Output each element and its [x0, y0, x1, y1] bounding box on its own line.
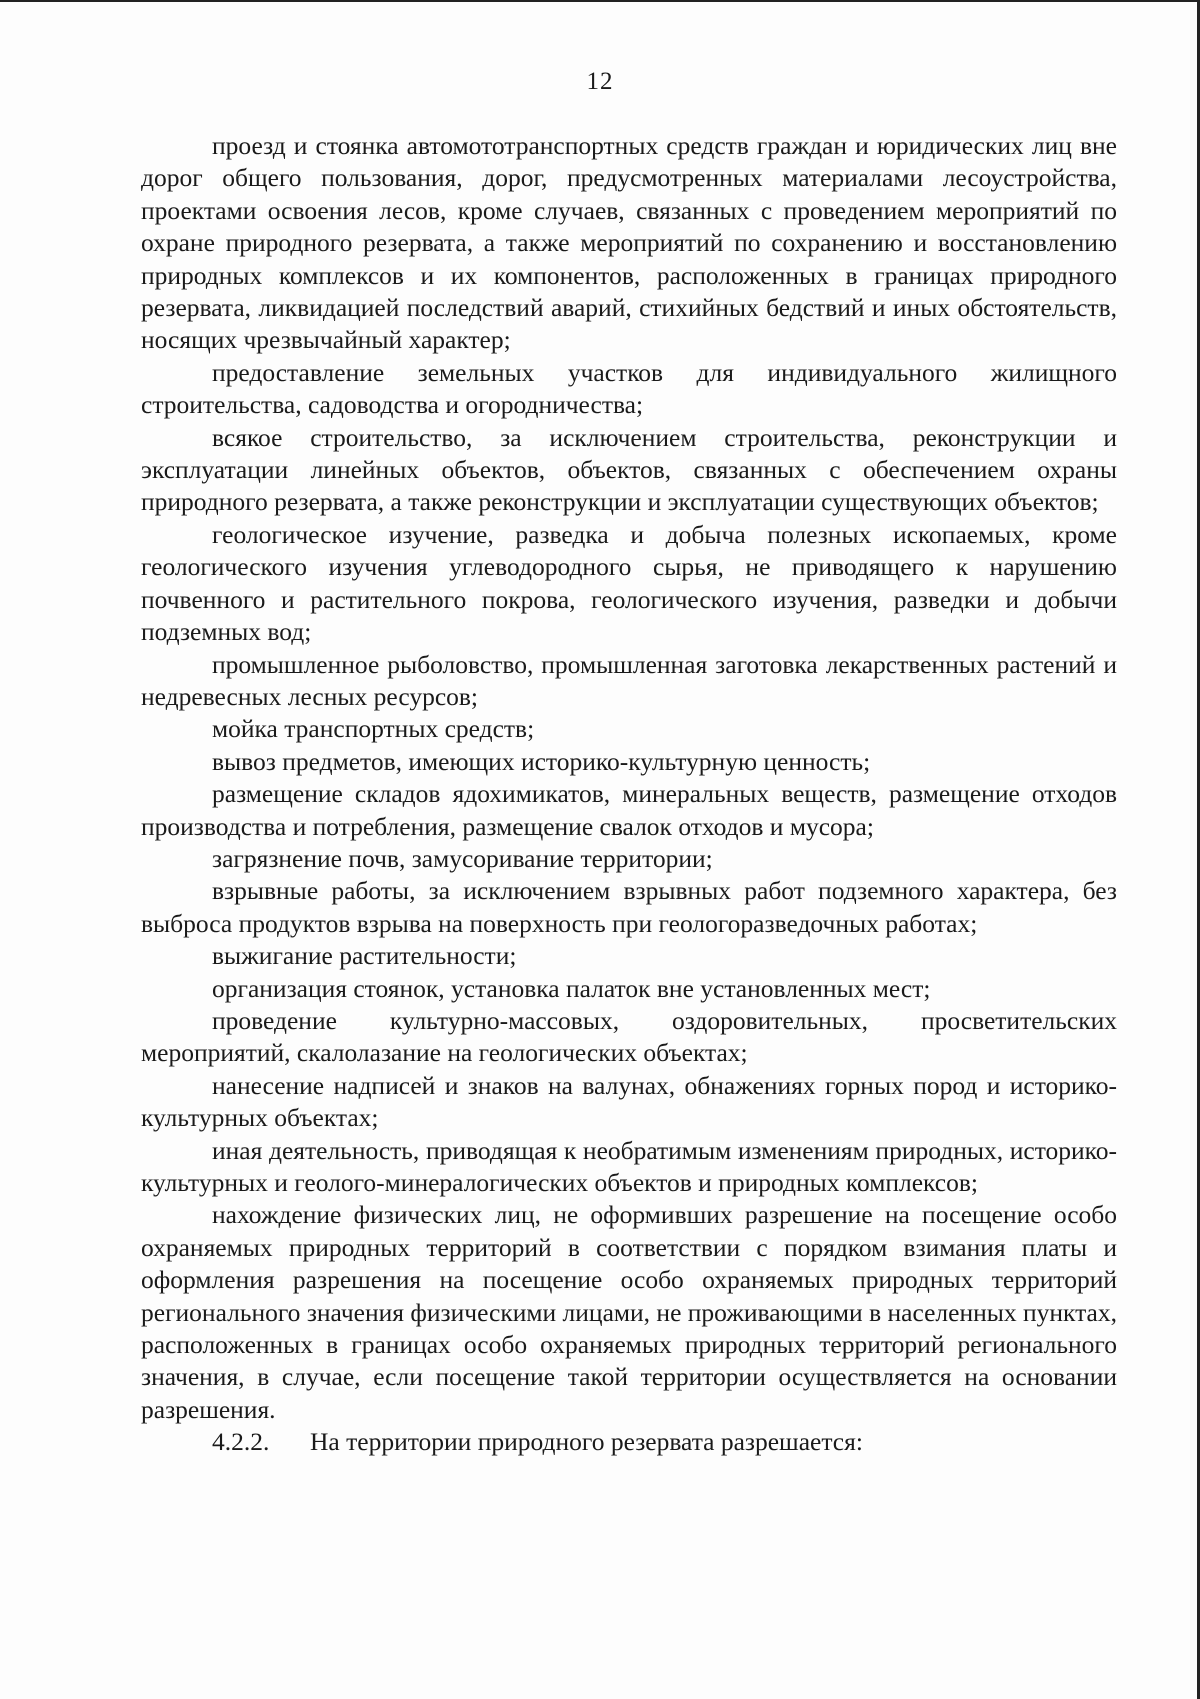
- list-item: предоставление земельных участков для индивидуального жилищного строительства, садоводства и огородничества;: [141, 357, 1117, 420]
- document-body: [141, 130, 1117, 1459]
- list-item: геологическое изучение, разведка и добыча полезных ископаемых, кроме геологического изучения углеводородного сырья, не приводящего к нарушению почвенного и растительного покрова, геологического изучения, разведки и добычи подземных вод;: [141, 519, 1117, 647]
- list-item: промышленное рыболовство, промышленная заготовка лекарственных растений и недревесных лесных ресурсов;: [141, 649, 1117, 711]
- list-item: нанесение надписей и знаков на валунах, обнажениях горных пород и историко-культурных объектах;: [141, 1070, 1117, 1133]
- list-item: вывоз предметов, имеющих историко-культурную ценность;: [212, 746, 871, 776]
- list-item: взрывные работы, за исключением взрывных работ подземного характера, без выброса продуктов взрыва на поверхность при геологоразведочных работах;: [141, 876, 1117, 938]
- clause-number: 4.2.2.: [212, 1427, 270, 1457]
- page-number: 12: [586, 68, 614, 95]
- list-item: проезд и стоянка автомототранспортных средств граждан и юридических лиц вне дорог общего пользования, дорог, предусмотренных материалами лесоустройства, проектами освоения лесов, кроме случаев, связанных с проведением мероприятий по охране природного резервата, а также мероприятий по сохранению и восстановлению природных комплексов и их компонентов, расположенных в границах природного резервата, ликвидацией последствий аварий, стихийных бедствий и иных обстоятельств, носящих чрезвычайный характер;: [141, 131, 1117, 355]
- list-item: проведение культурно-массовых, оздоровительных, просветительских мероприятий, скалолазание на геологических объектах;: [141, 1005, 1117, 1068]
- list-item: всякое строительство, за исключением строительства, реконструкции и эксплуатации линейных объектов, объектов, связанных с обеспечением охраны природного резервата, а также реконструкции и эксплуатации существующих объектов;: [141, 422, 1117, 517]
- list-item: размещение складов ядохимикатов, минеральных веществ, размещение отходов производства и потребления, размещение свалок отходов и мусора;: [141, 779, 1117, 841]
- list-item: иная деятельность, приводящая к необратимым изменениям природных, историко-культурных и геолого-минералогических объектов и природных комплексов;: [141, 1135, 1117, 1197]
- scan-border-top: [0, 0, 1200, 2]
- list-item: организация стоянок, установка палаток вне установленных мест;: [212, 973, 931, 1003]
- list-item: нахождение физических лиц, не оформивших разрешение на посещение особо охраняемых природных территорий в соответствии с порядком взимания платы и оформления разрешения на посещение особо охраняемых природных территорий регионального значения физическими лицами, не проживающими в населенных пунктах, расположенных в границах особо охраняемых природных территорий регионального значения, в случае, если посещение такой территории осуществляется на основании разрешения.: [141, 1200, 1117, 1424]
- clause-text: На территории природного резервата разрешается:: [310, 1427, 863, 1457]
- clause-heading: [141, 1426, 1117, 1458]
- list-item: мойка транспортных средств;: [212, 714, 535, 744]
- list-item: выжигание растительности;: [212, 941, 517, 971]
- list-item: загрязнение почв, замусоривание территории;: [212, 843, 713, 873]
